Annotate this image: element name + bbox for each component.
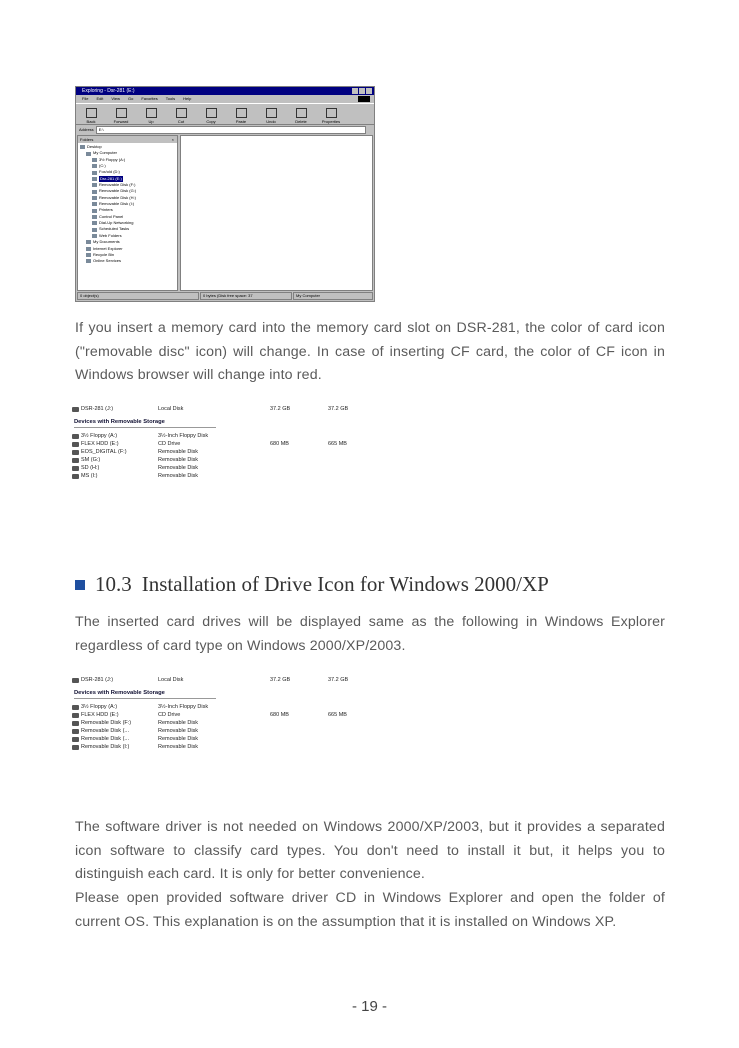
tree-item-label: Desktop xyxy=(87,144,102,149)
status-right: My Computer xyxy=(293,292,373,300)
menu-item: Tools xyxy=(165,96,176,101)
toolbar-button xyxy=(172,108,190,124)
section-number: 10.3 xyxy=(95,572,132,596)
toolbar-button xyxy=(322,108,340,124)
toolbar-button-label: Copy xyxy=(206,119,216,124)
drive-row xyxy=(72,727,372,735)
drive-name: FLEX HDD (E:) xyxy=(81,441,119,447)
tree-item-label: Internet Explorer xyxy=(93,245,123,251)
group-label: Devices with Removable Storage xyxy=(74,418,216,428)
folders-pane xyxy=(77,135,178,291)
drive-type: Removable Disk xyxy=(158,744,199,750)
toolbar-button-label: Forward xyxy=(113,119,129,124)
drive-name-cell xyxy=(72,440,158,448)
section-heading xyxy=(75,572,549,597)
tree-item-label: Online Services xyxy=(93,258,122,264)
toolbar-button-label: Paste xyxy=(235,119,247,124)
drive-total-size: 680 MB xyxy=(270,441,289,447)
folder-icon xyxy=(92,190,97,194)
status-mid: 0 bytes (Disk free space: 37 xyxy=(200,292,292,300)
explorer-title-bar xyxy=(76,87,374,95)
folder-icon xyxy=(86,240,91,244)
tree-item-label: My Documents xyxy=(93,239,120,245)
drive-row xyxy=(72,703,372,711)
tree-item-label: My Computer xyxy=(93,150,118,156)
address-label: Address xyxy=(79,127,94,132)
maximize-icon xyxy=(359,88,365,94)
toolbar-icon xyxy=(296,108,307,118)
tree-item-label: Dsr-281 (E:) xyxy=(100,175,122,181)
folder-icon xyxy=(86,152,91,156)
drive-icon xyxy=(72,442,79,447)
tree-item-label: Fox/old (D:) xyxy=(99,169,120,175)
drive-name: 3½ Floppy (A:) xyxy=(81,433,118,439)
toolbar-button-label: Back xyxy=(86,119,96,124)
menu-item: Edit xyxy=(96,96,104,101)
tree-item xyxy=(80,258,177,264)
folder-icon xyxy=(92,228,97,232)
folder-icon xyxy=(86,247,91,251)
toolbar-button xyxy=(262,108,280,124)
status-bar xyxy=(77,292,373,300)
drive-total-size: 37.2 GB xyxy=(270,677,291,683)
menu-item: Help xyxy=(183,96,192,101)
drive-name: 3½ Floppy (A:) xyxy=(81,704,118,710)
drive-list-1 xyxy=(72,405,372,480)
explorer-window-screenshot xyxy=(75,86,375,302)
folder-icon xyxy=(80,145,85,149)
tree-item-label: Removable Disk (I:) xyxy=(99,201,135,207)
drive-type: Removable Disk xyxy=(158,728,199,734)
drive-icon xyxy=(72,745,79,750)
drive-name: DSR-281 (J:) xyxy=(81,677,114,683)
toolbar-icon xyxy=(236,108,247,118)
explorer-menu-bar xyxy=(76,95,374,103)
drive-row xyxy=(72,676,372,684)
drive-name: Removable Disk (F:) xyxy=(81,720,132,726)
toolbar-button xyxy=(232,108,250,124)
drive-name: MS (I:) xyxy=(81,473,98,479)
toolbar-button-label: Cut xyxy=(177,119,185,124)
drive-name-cell xyxy=(72,743,158,751)
toolbar-icon xyxy=(266,108,277,118)
tree-item-label: Web Folders xyxy=(99,232,122,238)
drive-icon xyxy=(72,450,79,455)
drive-name: DSR-281 (J:) xyxy=(81,406,114,412)
drive-free-space: 665 MB xyxy=(328,712,347,718)
drive-list-2 xyxy=(72,676,372,751)
toolbar-icon xyxy=(146,108,157,118)
paragraph-open-cd: Please open provided software driver CD in Windows Explorer and open the folder of current OS. This explanation is on the assumption that it is installed on Windows XP. xyxy=(75,890,665,930)
drive-icon xyxy=(72,737,79,742)
group-label: Devices with Removable Storage xyxy=(74,689,216,699)
drive-row xyxy=(72,405,372,413)
drive-name-cell xyxy=(72,432,158,440)
drive-type: Removable Disk xyxy=(158,736,199,742)
tree-item-label: Removable Disk (H:) xyxy=(99,194,136,200)
tree-item-label: Printers xyxy=(99,207,113,213)
windows-logo-icon xyxy=(358,96,370,102)
toolbar-icon xyxy=(326,108,337,118)
folder-icon xyxy=(92,164,97,168)
drive-type: Removable Disk xyxy=(158,449,199,455)
drive-name-cell xyxy=(72,735,158,743)
drive-type: Local Disk xyxy=(158,677,184,683)
drive-type: Removable Disk xyxy=(158,465,199,471)
drive-name: Removable Disk (... xyxy=(81,736,129,742)
drive-name: EOS_DIGITAL (F:) xyxy=(81,449,127,455)
drive-name-cell xyxy=(72,727,158,735)
toolbar-icon xyxy=(116,108,127,118)
tree-item-label: (C:) xyxy=(99,163,106,169)
tree-item-label: Removable Disk (F:) xyxy=(99,182,136,188)
folder-icon xyxy=(92,196,97,200)
menu-item: File xyxy=(82,96,89,101)
folder-icon xyxy=(92,215,97,219)
explorer-address-bar xyxy=(76,125,374,134)
paragraph-software-driver: The software driver is not needed on Windows 2000/XP/2003, but it provides a separated icon software to classify card types. You don't need to install it but, it helps you to distinguish each card. It is only for better convenience. xyxy=(75,819,665,882)
drive-name: Removable Disk (... xyxy=(81,728,129,734)
drive-name-cell xyxy=(72,719,158,727)
folder-icon xyxy=(92,209,97,213)
folder-icon xyxy=(92,234,97,238)
drive-row xyxy=(72,464,372,472)
toolbar-button-label: Undo xyxy=(266,119,276,124)
folder-icon xyxy=(92,202,97,206)
drive-icon xyxy=(72,407,79,412)
page-number: - 19 - xyxy=(351,998,387,1015)
drive-icon xyxy=(72,705,79,710)
drive-type: CD Drive xyxy=(158,712,181,718)
drive-name-cell xyxy=(72,676,158,684)
drive-icon xyxy=(72,434,79,439)
drive-row xyxy=(72,743,372,751)
drive-type: Removable Disk xyxy=(158,473,199,479)
drive-free-space: 37.2 GB xyxy=(328,677,349,683)
drive-name-cell xyxy=(72,711,158,719)
drive-name: SD (H:) xyxy=(81,465,100,471)
drive-name-cell xyxy=(72,703,158,711)
drive-name-cell xyxy=(72,448,158,456)
address-field: E:\ xyxy=(96,126,366,134)
folder-icon xyxy=(92,177,97,181)
drive-type: CD Drive xyxy=(158,441,181,447)
drive-name: Removable Disk (I:) xyxy=(81,744,130,750)
toolbar-button xyxy=(142,108,160,124)
drive-total-size: 37.2 GB xyxy=(270,406,291,412)
drive-row xyxy=(72,719,372,727)
menu-item: View xyxy=(111,96,120,101)
folder-icon xyxy=(92,221,97,225)
drive-row xyxy=(72,472,372,480)
drive-row xyxy=(72,448,372,456)
section-title: Installation of Drive Icon for Windows 2000/XP xyxy=(141,572,549,596)
toolbar-button xyxy=(202,108,220,124)
toolbar-button-label: Properties xyxy=(321,119,341,124)
folders-label: Folders xyxy=(80,137,94,142)
tree-item-label: Recycle Bin xyxy=(93,251,115,257)
drive-type: 3½-Inch Floppy Disk xyxy=(158,433,209,439)
tree-item-label: Scheduled Tasks xyxy=(99,226,130,232)
tree-item-label: Dial-Up Networking xyxy=(99,220,134,226)
drive-icon xyxy=(72,729,79,734)
drive-row xyxy=(72,440,372,448)
drive-name-cell xyxy=(72,464,158,472)
explorer-toolbar xyxy=(76,103,374,125)
drive-name-cell xyxy=(72,472,158,480)
folder-icon xyxy=(92,171,97,175)
drive-total-size: 680 MB xyxy=(270,712,289,718)
drive-icon xyxy=(72,458,79,463)
drive-free-space: 37.2 GB xyxy=(328,406,349,412)
drive-type: 3½-Inch Floppy Disk xyxy=(158,704,209,710)
contents-pane xyxy=(180,135,373,291)
paragraph-card-icon-color: If you insert a memory card into the memory card slot on DSR-281, the color of card icon ("removable disc" icon) will change. In case of inserting CF card, the color of CF icon in Windows browser will change into red. xyxy=(75,320,665,383)
drive-icon xyxy=(72,474,79,479)
paragraph-inserted-drives: The inserted card drives will be displayed same as the following in Windows Explorer regardless of card type on Windows 2000/XP/2003. xyxy=(75,614,665,654)
tree-item-label: Control Panel xyxy=(99,213,124,219)
drive-row xyxy=(72,456,372,464)
heading-bullet-icon xyxy=(75,580,85,590)
drive-icon xyxy=(72,678,79,683)
drive-name-cell xyxy=(72,405,158,413)
folder-icon xyxy=(86,259,91,263)
drive-icon xyxy=(72,466,79,471)
drive-type: Local Disk xyxy=(158,406,184,412)
menu-item: Go xyxy=(127,96,134,101)
toolbar-icon xyxy=(176,108,187,118)
menu-item: Favorites xyxy=(141,96,158,101)
folder-tree xyxy=(78,143,177,265)
toolbar-button-label: Up xyxy=(148,119,154,124)
status-left: 0 object(s) xyxy=(77,292,199,300)
explorer-title: Exploring - Dsr-281 (E:) xyxy=(82,88,135,94)
toolbar-button xyxy=(112,108,130,124)
close-icon xyxy=(366,88,372,94)
drive-name-cell xyxy=(72,456,158,464)
drive-name: FLEX HDD (E:) xyxy=(81,712,119,718)
minimize-icon xyxy=(352,88,358,94)
folder-icon xyxy=(86,253,91,257)
toolbar-button-label: Delete xyxy=(295,119,307,124)
drive-row xyxy=(72,432,372,440)
toolbar-icon xyxy=(86,108,97,118)
toolbar-icon xyxy=(206,108,217,118)
drive-free-space: 665 MB xyxy=(328,441,347,447)
drive-icon xyxy=(72,713,79,718)
folder-icon xyxy=(92,158,97,162)
tree-item-label: 3½ Floppy (A:) xyxy=(99,156,126,162)
drive-row xyxy=(72,735,372,743)
drive-name: SM (G:) xyxy=(81,457,101,463)
drive-row xyxy=(72,711,372,719)
close-icon: × xyxy=(171,137,174,142)
drive-type: Removable Disk xyxy=(158,457,199,463)
drive-type: Removable Disk xyxy=(158,720,199,726)
toolbar-button xyxy=(82,108,100,124)
drive-icon xyxy=(72,721,79,726)
folder-icon xyxy=(92,183,97,187)
toolbar-button xyxy=(292,108,310,124)
tree-item-label: Removable Disk (G:) xyxy=(99,188,137,194)
